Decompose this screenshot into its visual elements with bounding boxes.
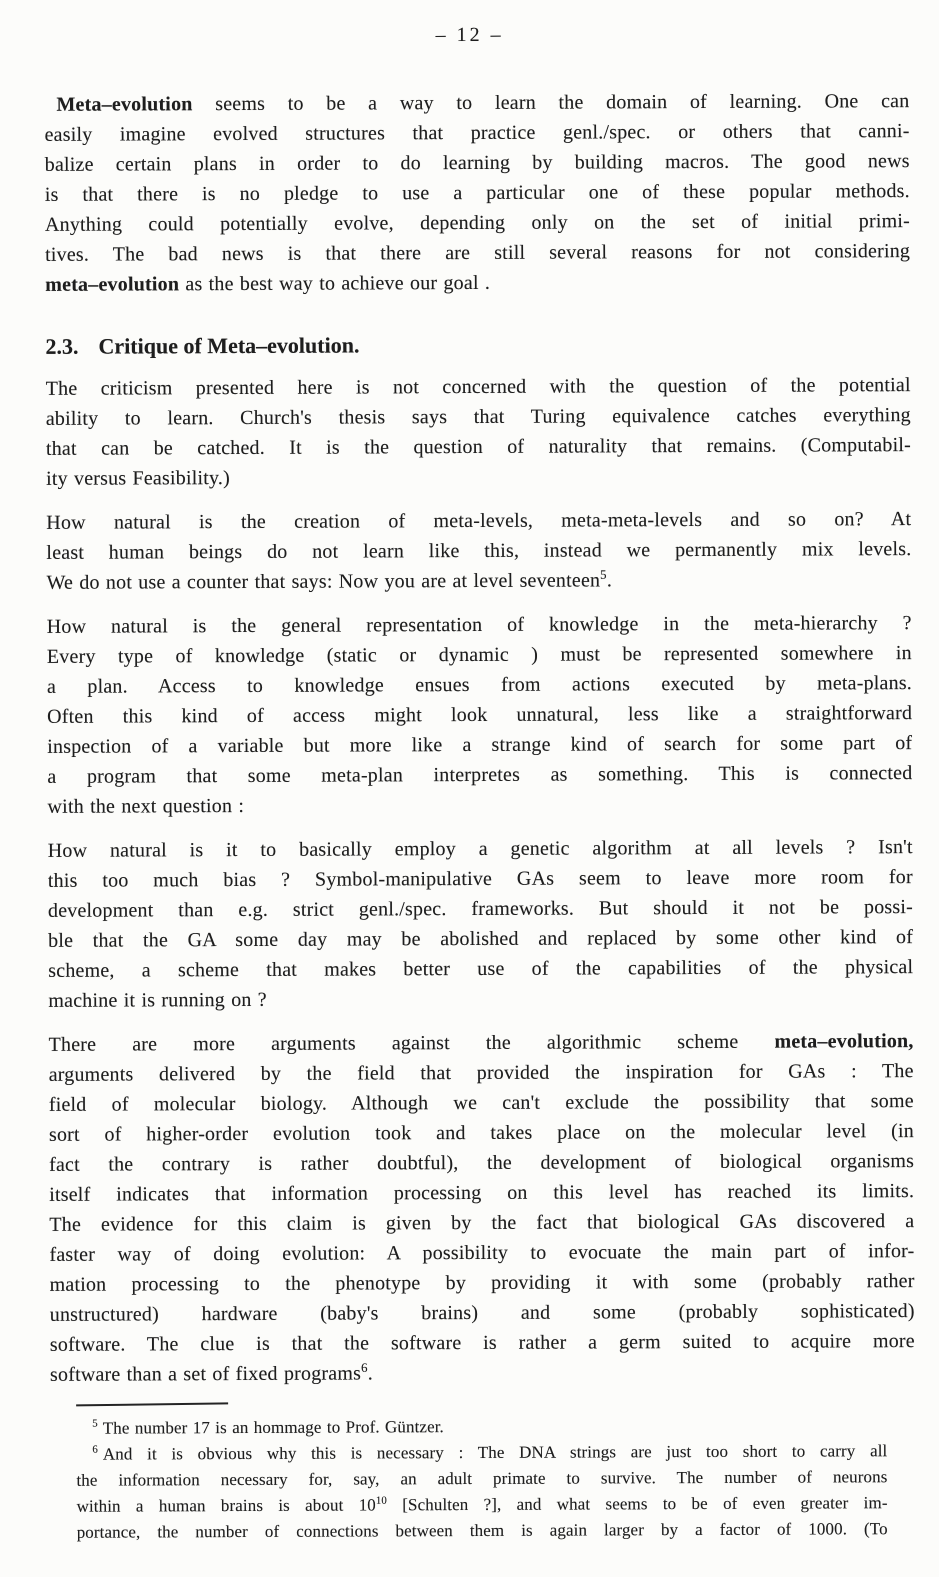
text-line xyxy=(49,1206,914,1240)
text-line xyxy=(45,176,910,210)
body-text xyxy=(44,86,915,1390)
text-segment: software. The clue is that the software is rather a germ suited to acquire more xyxy=(49,1330,915,1356)
paragraph xyxy=(48,832,914,1016)
text-segment: a plan. Access to knowledge ensues from actions executed by meta-plans. xyxy=(46,672,913,698)
text-segment: ity versus Feasibility.) xyxy=(46,467,230,490)
text-segment: machine it is running on ? xyxy=(48,988,267,1012)
text-segment: within a human brains is about 10 xyxy=(76,1495,376,1516)
paragraph xyxy=(46,370,912,494)
footnote-list xyxy=(76,1412,888,1546)
text-line xyxy=(45,206,910,240)
paragraph xyxy=(46,504,911,598)
bold-text: meta–evolution xyxy=(45,273,180,296)
text-line xyxy=(77,1516,888,1546)
text-line xyxy=(76,1438,887,1468)
text-line xyxy=(46,534,911,568)
text-line xyxy=(45,236,910,270)
text-line xyxy=(50,1326,915,1360)
text-line xyxy=(77,1490,888,1520)
text-line xyxy=(45,116,910,150)
text-segment: seems to be a way to learn the domain of learning. One can xyxy=(192,90,910,116)
text-line xyxy=(49,1236,914,1270)
superscript-text: 5 xyxy=(92,1417,98,1431)
superscript-text: 5 xyxy=(600,567,607,582)
text-segment: itself indicates that information processing on this level has reached its limits. xyxy=(49,1180,915,1206)
text-segment: as the best way to achieve our goal . xyxy=(179,271,491,296)
text-segment: tives. The bad news is that there are still several reasons for not considering xyxy=(45,240,911,266)
text-line xyxy=(48,1026,913,1060)
paragraph xyxy=(47,608,913,822)
text-line xyxy=(48,892,913,926)
section-title: Critique of Meta–evolution. xyxy=(98,332,360,359)
text-line xyxy=(47,728,912,762)
text-segment: inspection of a variable but more like a strange kind of search for some part of xyxy=(47,732,913,758)
text-line xyxy=(50,1266,915,1300)
text-line xyxy=(46,370,911,404)
text-segment: We do not use a counter that says: Now you are at level seventeen xyxy=(46,569,601,594)
text-segment: balize certain plans in order to do learning by building macros. The good news xyxy=(44,150,910,176)
text-line xyxy=(49,1176,914,1210)
footnote-rule xyxy=(76,1402,228,1406)
text-line xyxy=(45,266,910,300)
text-line xyxy=(49,1056,914,1090)
text-segment: portance, the number of connections between them is again larger by a factor of 1000. (To xyxy=(76,1519,888,1542)
text-line xyxy=(76,1464,887,1494)
text-segment: ability to learn. Church's thesis says that Turing equivalence catches everything xyxy=(45,404,911,430)
superscript-text: 6 xyxy=(92,1443,98,1457)
text-line xyxy=(48,982,913,1016)
paragraph xyxy=(48,1026,915,1390)
text-line xyxy=(49,1146,914,1180)
text-line xyxy=(48,862,913,896)
section-number: 2.3. xyxy=(45,333,79,359)
text-segment: fact the contrary is rather doubtful), the development of biological organisms xyxy=(49,1150,915,1176)
footnotes-section xyxy=(76,1400,888,1546)
text-segment: The criticism presented here is not concerned with the question of the potential xyxy=(45,374,911,400)
text-line xyxy=(46,430,911,464)
text-segment: faster way of doing evolution: A possibility to evocuate the main part of infor- xyxy=(49,1240,915,1266)
text-line xyxy=(47,758,912,792)
text-segment: least human beings do not learn like this, instead we permanently mix levels. xyxy=(46,538,912,564)
text-segment: with the next question : xyxy=(47,794,245,818)
text-line xyxy=(48,832,913,866)
text-line xyxy=(47,788,912,822)
text-line xyxy=(50,1356,915,1390)
text-segment: There are more arguments against the algorithmic scheme xyxy=(48,1030,775,1056)
text-line xyxy=(46,460,911,494)
text-line xyxy=(46,504,911,538)
text-segment: How natural is the creation of meta-levels, meta-meta-levels and so on? At xyxy=(46,508,912,534)
text-segment: ble that the GA some day may be abolished and replaced by some other kind of xyxy=(48,926,914,952)
text-segment: a program that some meta-plan interpretes as something. This is connected xyxy=(47,762,913,788)
superscript-text: 6 xyxy=(361,1360,368,1375)
text-line xyxy=(49,1086,914,1120)
text-line xyxy=(45,146,910,180)
text-segment: this too much bias ? Symbol-manipulative GAs seem to leave more room for xyxy=(47,866,913,892)
text-segment: Anything could potentially evolve, depending only on the set of initial primi- xyxy=(44,210,911,236)
text-line xyxy=(47,668,912,702)
section-heading xyxy=(45,328,910,362)
text-segment: field of molecular biology. Although we can't exclude the possibility that some xyxy=(48,1090,914,1116)
text-segment: that can be catched. It is the question of naturality that remains. (Computabil- xyxy=(45,434,911,460)
text-line xyxy=(47,638,912,672)
page-body xyxy=(44,86,915,1546)
paragraph xyxy=(44,86,910,300)
footnote xyxy=(76,1438,887,1546)
text-segment: [Schulten ?], and what seems to be of even greater im- xyxy=(386,1493,888,1515)
footnote xyxy=(76,1412,887,1442)
text-line xyxy=(47,698,912,732)
text-segment: The number 17 is an hommage to Prof. Güntzer. xyxy=(102,1417,444,1438)
text-line xyxy=(46,564,911,598)
text-segment: sort of higher-order evolution took and takes place on the molecular level (in xyxy=(48,1120,914,1146)
text-segment: software than a set of fixed programs xyxy=(49,1362,362,1386)
text-segment: Every type of knowledge (static or dynamic ) must be represented somewhere in xyxy=(46,642,912,668)
text-segment: . xyxy=(606,569,613,592)
text-segment: How natural is it to basically employ a genetic algorithm at all levels ? Isn't xyxy=(47,836,913,862)
bold-text: meta–evolution, xyxy=(774,1030,914,1053)
text-segment: easily imagine evolved structures that practice genl./spec. or others that canni- xyxy=(44,120,910,146)
text-line xyxy=(48,952,913,986)
text-segment: unstructured) hardware (baby's brains) and some (probably sophisticated) xyxy=(49,1300,915,1326)
text-line xyxy=(48,922,913,956)
text-segment: arguments delivered by the field that provided the inspiration for GAs : The xyxy=(48,1060,914,1086)
text-segment: is that there is no pledge to use a particular one of these popular methods. xyxy=(44,180,910,206)
text-segment: Often this kind of access might look unnatural, less like a straightforward xyxy=(47,702,913,728)
text-segment: . xyxy=(367,1362,373,1385)
text-line xyxy=(47,608,912,642)
text-segment: development than e.g. strict genl./spec. frameworks. But should it not be possi- xyxy=(47,896,914,922)
text-line xyxy=(49,1116,914,1150)
text-segment: How natural is the general representation of knowledge in the meta-hierarchy ? xyxy=(46,612,912,638)
page-number: – 12 – xyxy=(435,23,504,47)
text-line xyxy=(46,400,911,434)
text-segment: The evidence for this claim is given by the fact that biological GAs discovered a xyxy=(49,1210,915,1236)
text-segment: mation processing to the phenotype by providing it with some (probably rather xyxy=(49,1270,915,1296)
text-line xyxy=(44,86,909,120)
text-line xyxy=(76,1412,887,1442)
text-segment: And it is obvious why this is necessary : The DNA strings are just too short to carry all xyxy=(102,1441,888,1464)
bold-text: Meta–evolution xyxy=(56,93,193,116)
text-segment: scheme, a scheme that makes better use of the capabilities of the physical xyxy=(48,956,914,982)
text-segment: the information necessary for, say, an adult primate to survive. The number of neurons xyxy=(76,1467,888,1490)
text-line xyxy=(50,1296,915,1330)
superscript-text: 10 xyxy=(375,1494,387,1507)
